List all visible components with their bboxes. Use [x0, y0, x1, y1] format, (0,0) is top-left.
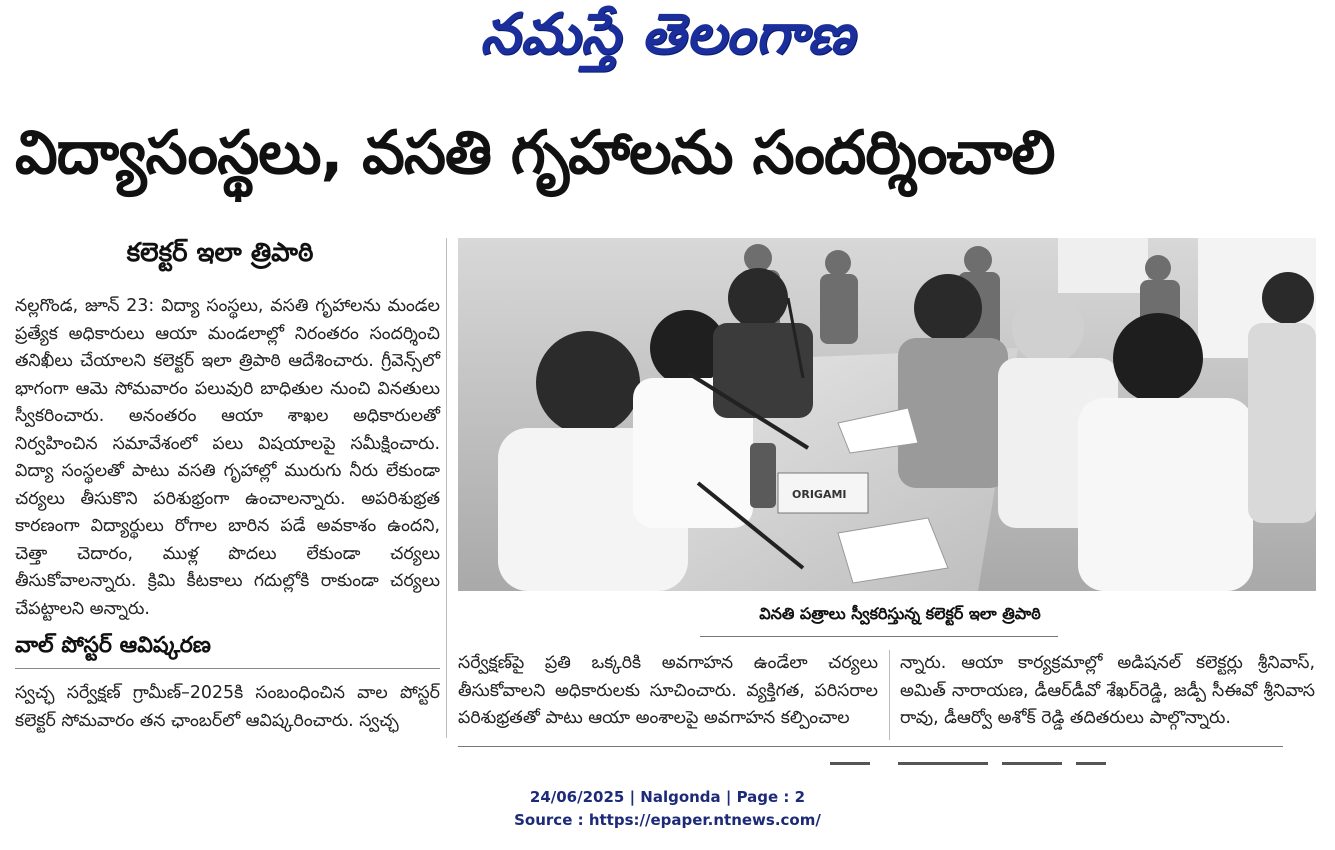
- section-divider: [15, 668, 440, 669]
- article-paragraph: స్వచ్ఛ సర్వేక్షణ్ గ్రామీణ్–2025కి సంబంధించిన వాల పోస్టర్ కలెక్టర్ సోమవారం తన ఛాంబర్‌లో ఆవిష్కరించారు. స్వచ్ఛ: [15, 683, 440, 731]
- article-column-2: [458, 650, 878, 733]
- section-heading: వాల్ పోస్టర్ ఆవిష్కరణ: [15, 633, 211, 658]
- article-column-3: [900, 650, 1315, 733]
- subhead: కలెక్టర్ ఇలా త్రిపాఠి: [126, 238, 314, 268]
- cropped-text-fragment: [830, 762, 1250, 770]
- photo-caption: వినతి పత్రాలు స్వీకరిస్తున్న కలెక్టర్ ఇలా త్రిపాఠి: [759, 604, 1041, 623]
- article-paragraph: సర్వేక్షణ్‌పై ప్రతి ఒక్కరికి అవగాహన ఉండేలా చర్యలు తీసుకోవాలని అధికారులకు సూచించారు. వ్యక్తిగత, పరిసరాల పరిశుభ్రతతో పాటు ఆయా అంశాలపై అవగాహన కల్పించాల: [458, 653, 878, 728]
- bottom-divider: [458, 746, 1283, 747]
- photo-box-label: ORIGAMI: [792, 488, 847, 501]
- article-paragraph: నల్లగొండ, జూన్ 23: విద్యా సంస్థలు, వసతి గృహాలను మండల ప్రత్యేక అధికారులు ఆయా మండలాల్లో నిరంతరం సందర్శించి తనిఖీలు చేయాలని కలెక్టర్ ఇలా త్రిపాఠి ఆదేశించారు. గ్రీవెన్స్‌లో భాగంగా ఆమె సోమవారం పలువురి బాధితుల నుంచి వినతులు స్వీకరించారు. అనంతరం ఆయా శాఖల అధికారులతో నిర్వహించిన సమావేశంలో పలు విషయాలపై సమీక్షించారు. విద్యా సంస్థలతో పాటు వసతి గృహాల్లో మురుగు నీరు లేకుండా చర్యలు తీసుకొని పరిశుభ్రంగా ఉంచాలన్నారు. అపరిశుభ్రత కారణంగా విద్యార్థులు రోగాల బారిన పడే అవకాశం ఉందని, చెత్తా చెదారం, ముళ్ల పొదలు లేకుండా చర్యలు తీసుకోవాలన్నారు. క్రిమి కీటకాలు గదుల్లోకి రాకుండా చర్యలు చేపట్టాలని అన్నారు.: [15, 296, 440, 619]
- column-divider: [446, 238, 447, 738]
- article-column-1: [15, 293, 440, 623]
- footer-source-link[interactable]: Source : https://epaper.ntnews.com/: [514, 811, 821, 829]
- headline: విద్యాసంస్థలు, వసతి గృహాలను సందర్శించాలి: [15, 118, 1055, 188]
- column-divider: [889, 650, 890, 740]
- masthead: [0, 2, 1335, 82]
- caption-divider: [700, 636, 1058, 637]
- footer-edition-info: 24/06/2025 | Nalgonda | Page : 2: [529, 788, 806, 806]
- photo-illustration: [458, 238, 1316, 591]
- masthead-logo: నమస్తే తెలంగాణ: [480, 2, 855, 67]
- news-photo: [458, 238, 1316, 591]
- article-paragraph: న్నారు. ఆయా కార్యక్రమాల్లో అడిషనల్ కలెక్టర్లు శ్రీనివాస్, అమిత్ నారాయణ, డీఆర్‌డీవో శేఖర్‌రెడ్డి, జడ్పీ సీఈవో శ్రీనివాస రావు, డీఆర్వో అశోక్ రెడ్డి తదితరులు పాల్గొన్నారు.: [900, 653, 1315, 728]
- article-column-1b: [15, 680, 440, 735]
